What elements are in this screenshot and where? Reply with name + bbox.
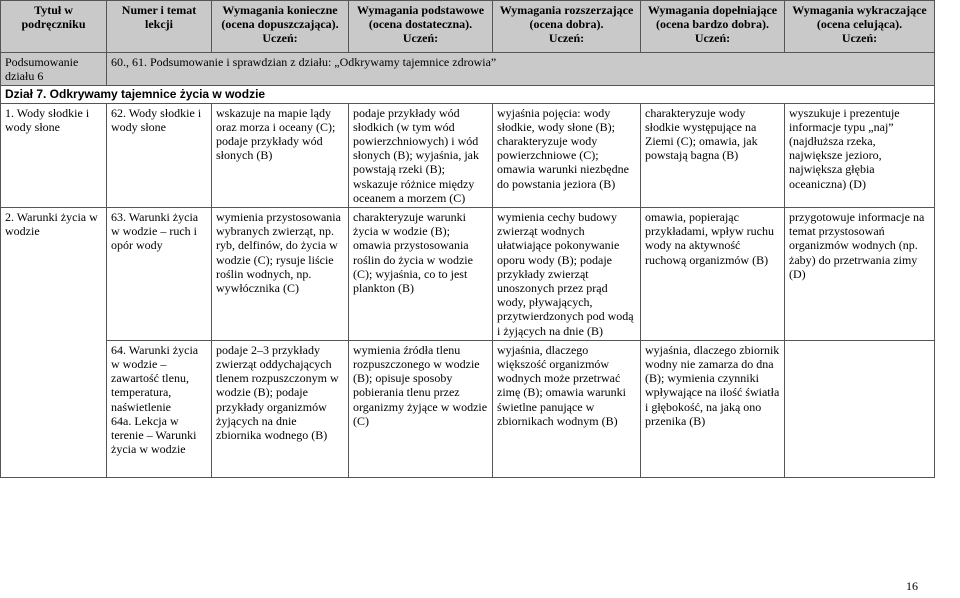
summary-row [1, 53, 935, 86]
row1-konieczne: wskazuje na mapie lądy oraz morza i oceany (C); podaje przykłady wód słonych (B) [212, 103, 349, 207]
header-dopelniajace-uczen: Uczeń: [694, 31, 731, 46]
header-wykraczajace [785, 1, 935, 53]
summary-title: Podsumowanie działu 6 [1, 53, 107, 86]
page-number: 16 [906, 579, 918, 593]
header-rozszerzajace-title: Wymagania rozszerzające [499, 3, 634, 17]
section-row [1, 86, 935, 103]
header-rozszerzajace-uczen: Uczeń: [548, 31, 585, 46]
row3-dopelniajace: wyjaśnia, dlaczego zbiornik wodny nie zamarza do dna (B); wymienia czynniki wpływające na ilość światła i głębokość, na jaką ono przenika (B) [641, 340, 785, 477]
row3-lesson-b: 64a. Lekcja w terenie – Warunki życia w wodzie [111, 413, 197, 457]
header-konieczne-uczen: Uczeń: [262, 31, 298, 46]
header-row [1, 1, 935, 53]
header-konieczne-sub: (ocena dopuszczająca). [221, 17, 339, 32]
header-dopelniajace-title: Wymagania dopełniające [647, 3, 778, 17]
row3-wykraczajace [785, 340, 935, 477]
row1-lesson: 62. Wody słodkie i wody słone [107, 103, 212, 207]
header-wykraczajace-uczen: Uczeń: [841, 31, 878, 46]
row1-rozszerzajace: wyjaśnia pojęcia: wody słodkie, wody słone (B); charakteryzuje wody powierzchniowe (C); omawia warunki niezbędne do powstania jeziora (B) [493, 103, 641, 207]
header-dopelniajace-sub: (ocena bardzo dobra). [656, 17, 769, 32]
table-row [1, 103, 935, 207]
summary-lesson: 60., 61. Podsumowanie i sprawdzian z działu: „Odkrywamy tajemnice zdrowia” [107, 53, 935, 86]
row2-podstawowe: charakteryzuje warunki życia w wodzie (B); omawia przystosowania roślin do życia w wodzie (C); wyjaśnia, co to jest plankton (B) [349, 208, 493, 341]
row2-title: 2. Warunki życia w wodzie [1, 208, 107, 478]
row3-podstawowe: wymienia źródła tlenu rozpuszczonego w wodzie (B); opisuje sposoby pobierania tlenu przez organizmy żyjące w wodzie (C) [349, 340, 493, 477]
table-row [1, 340, 935, 477]
header-podstawowe-title: Wymagania podstawowe [356, 3, 485, 17]
header-podstawowe-uczen: Uczeń: [402, 31, 439, 46]
row3-lessons [107, 340, 212, 477]
row2-dopelniajace: omawia, popierając przykładami, wpływ ruchu wody na aktywność ruchową organizmów (B) [641, 208, 785, 341]
header-dopelniajace [641, 1, 785, 53]
row2-konieczne: wymienia przystosowania wybranych zwierząt, np. ryb, delfinów, do życia w wodzie (C); rysuje liście roślin wodnych, np. wywłócznika (C) [212, 208, 349, 341]
row3-lesson-a: 64. Warunki życia w wodzie – zawartość tlenu, temperatura, naświetlenie [111, 342, 199, 414]
row2-rozszerzajace: wymienia cechy budowy zwierząt wodnych ułatwiające pokonywanie oporu wody (B); podaje przykłady zwierząt unoszonych przez prąd wody, pływających, przytwierdzonych pod wodą i żyjących na dnie (B) [493, 208, 641, 341]
row1-title: 1. Wody słodkie i wody słone [1, 103, 107, 207]
header-rozszerzajace-sub: (ocena dobra). [529, 17, 604, 32]
header-rozszerzajace [493, 1, 641, 53]
row2-lesson: 63. Warunki życia w wodzie – ruch i opór wody [107, 208, 212, 341]
header-title-in-textbook: Tytuł w podręczniku [1, 1, 107, 53]
header-wykraczajace-sub: (ocena celująca). [816, 17, 903, 32]
header-podstawowe [349, 1, 493, 53]
row1-wykraczajace: wyszukuje i prezentuje informacje typu „naj” (najdłuższa rzeka, największe jezioro, największa głębia oceaniczna) (D) [785, 103, 935, 207]
row1-dopelniajace: charakteryzuje wody słodkie występujące na Ziemi (C); omawia, jak powstają bagna (B) [641, 103, 785, 207]
row1-podstawowe: podaje przykłady wód słodkich (w tym wód powierzchniowych) i wód słonych (B); wyjaśnia, jak powstają rzeki (B); wskazuje różnice między oceanem a morzem (C) [349, 103, 493, 207]
row3-rozszerzajace: wyjaśnia, dlaczego większość organizmów wodnych może przetrwać zimę (B); omawia warunki świetlne panujące w zbiornikach wodnym (B) [493, 340, 641, 477]
header-wykraczajace-title: Wymagania wykraczające [792, 3, 927, 17]
header-podstawowe-sub: (ocena dostateczna). [368, 17, 473, 32]
header-konieczne [212, 1, 349, 53]
table-row [1, 208, 935, 341]
section-title: Dział 7. Odkrywamy tajemnice życia w wodzie [1, 86, 935, 103]
row3-konieczne: podaje 2–3 przykłady zwierząt oddychających tlenem rozpuszczonym w wodzie (B); podaje przykłady organizmów żyjących na dnie zbiornika wodnego (B) [212, 340, 349, 477]
header-lesson-number-topic: Numer i temat lekcji [107, 1, 212, 53]
row2-wykraczajace: przygotowuje informacje na temat przystosowań organizmów wodnych (np. żaby) do przetrwania zimy (D) [785, 208, 935, 341]
header-konieczne-title: Wymagania konieczne [222, 3, 338, 17]
